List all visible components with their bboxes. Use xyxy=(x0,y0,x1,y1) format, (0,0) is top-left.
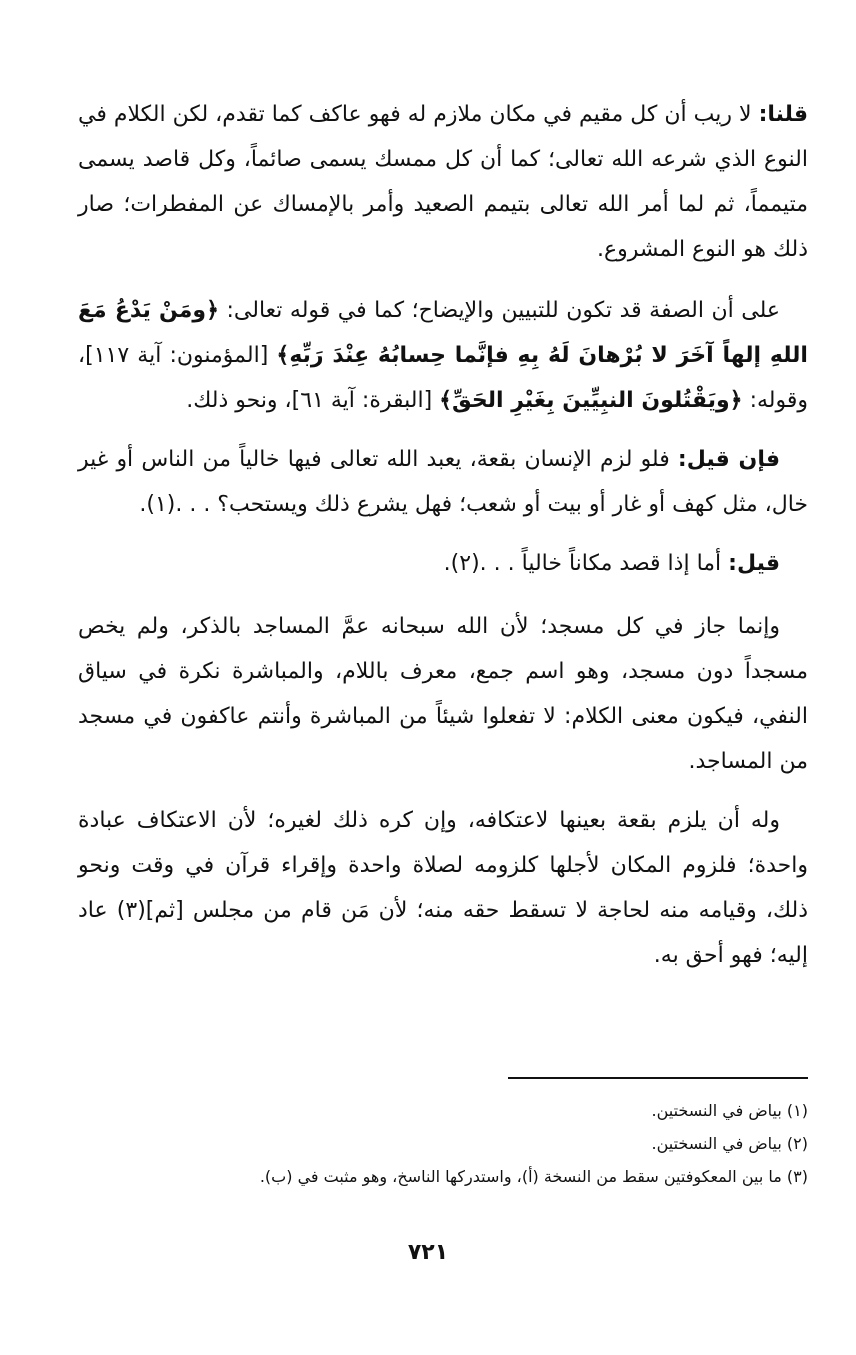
paragraph-text: وله أن يلزم بقعة بعينها لاعتكافه، وإن كره ذلك لغيره؛ لأن الاعتكاف عبادة واحدة؛ فلزوم المكان لأجلها كلزومه لصلاة واحدة وإقراء قرآن في وقت ونحو ذلك، وقيامه منه لحاجة لا تسقط حقه منه؛ لأن مَن قام من مجلس [ثم](٣) عاد إليه؛ فهو أحق به. xyxy=(78,808,809,968)
main-text xyxy=(78,92,808,992)
footnote-3: (٣) ما بين المعكوفتين سقط من النسخة (أ)، واستدركها الناسخ، وهو مثبت في (ب). xyxy=(259,1167,808,1186)
paragraph-text: فلو لزم الإنسان بقعة، يعبد الله تعالى فيها خالياً من الناس أو غير خال، مثل كهف أو غار أو بيت أو شعب؛ فهل يشرع ذلك ويستحب؟ . . .(١). xyxy=(78,447,808,517)
verse-reference-2: [البقرة: آية ٦١]، ونحو ذلك. xyxy=(186,388,440,413)
footnote-1: (١) بياض في النسختين. xyxy=(651,1101,808,1120)
paragraph-text: لا ريب أن كل مقيم في مكان ملازم له فهو عاكف كما تقدم، لكن الكلام في النوع الذي شرعه الله تعالى؛ كما أن كل ممسك يسمى صائماً، وكل قاصد يسمى متيمماً، ثم لما أمر الله تعالى بتيمم الصعيد وأمر بالإمساك عن المفطرات؛ صار ذلك هو النوع المشروع. xyxy=(78,102,808,262)
paragraph-text: وإنما جاز في كل مسجد؛ لأن الله سبحانه عمَّ المساجد بالذكر، ولم يخص مسجداً دون مسجد، وهو اسم جمع، معرف باللام، والمباشرة نكرة في سياق النفي، فيكون معنى الكلام: لا تفعلوا شيئاً من المباشرة وأنتم عاكفون في مسجد من المساجد. xyxy=(78,614,808,774)
paragraph-lead: قيل: xyxy=(728,551,780,576)
paragraph-4 xyxy=(78,541,808,586)
paragraph-lead: قلنا: xyxy=(758,102,808,127)
paragraph-lead: فإن قيل: xyxy=(677,447,780,472)
paragraph-3 xyxy=(78,437,808,527)
paragraph-2 xyxy=(78,288,808,423)
footnote-2: (٢) بياض في النسختين. xyxy=(651,1134,808,1153)
verse-reference-1: [المؤمنون: آية ١١٧]، وقوله: xyxy=(78,343,808,413)
paragraph-intro: على أن الصفة قد تكون للتبيين والإيضاح؛ كما في قوله تعالى: xyxy=(219,298,781,323)
paragraph-1 xyxy=(78,92,808,272)
page-number: ٧٢١ xyxy=(407,1240,449,1265)
footnote-separator xyxy=(508,1077,808,1079)
paragraph-5 xyxy=(78,604,808,784)
paragraph-6 xyxy=(78,798,808,978)
paragraph-text: أما إذا قصد مكاناً خالياً . . .(٢). xyxy=(443,551,729,576)
quran-verse-2: ﴿ويَقْتُلونَ النبِيِّينَ بِغَيْرِ الحَقِّ﴾ xyxy=(439,388,743,413)
footnotes xyxy=(88,1094,808,1193)
quran-verse-1: ﴿ومَنْ يَدْعُ مَعَ اللهِ إلهاً آخَرَ لا بُرْهانَ لَهُ بِهِ فإنَّما حِسابُهُ عِنْدَ رَبِّهِ﴾ xyxy=(78,298,808,368)
